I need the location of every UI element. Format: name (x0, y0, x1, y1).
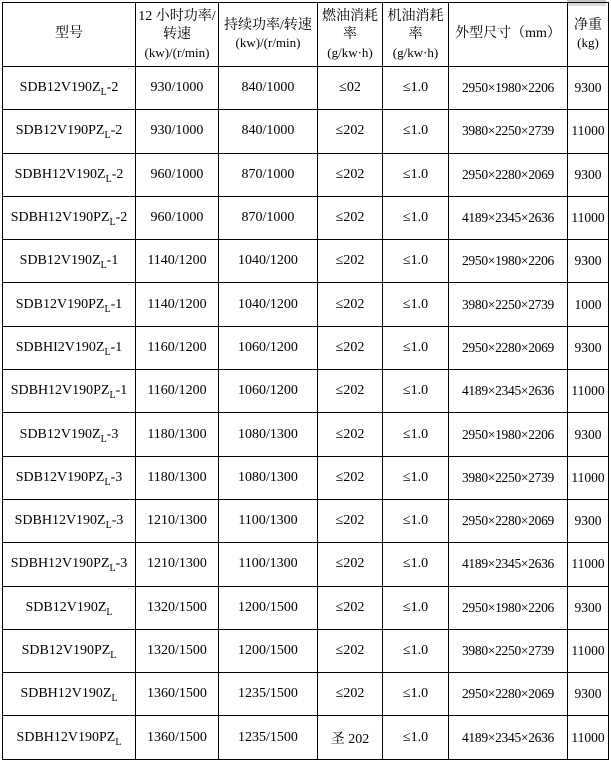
table-row (3, 499, 609, 542)
model-subscript: L (115, 736, 122, 748)
table-row (3, 283, 609, 326)
model-prefix: SDB12V190PZ (21, 643, 111, 658)
model-suffix: -2 (115, 210, 128, 226)
cell-power-12h: 1320/1500 (136, 629, 219, 672)
cell-oil: ≤1.0 (383, 456, 449, 499)
cell-fuel: ≤202 (318, 499, 383, 542)
cell-dims: 2950×1980×2206 (449, 413, 568, 456)
model-prefix: SDB12V190Z (25, 599, 107, 615)
cell-power-cont: 1060/1200 (219, 326, 318, 369)
cell-oil: ≤1.0 (383, 413, 449, 456)
cell-model (3, 67, 136, 110)
cell-fuel: ≤202 (318, 240, 383, 283)
cell-model (3, 586, 136, 629)
cell-power-12h: 1180/1300 (136, 413, 219, 456)
cell-power-cont: 1235/1500 (219, 673, 318, 716)
cell-dims: 2950×1980×2206 (449, 240, 568, 283)
header-model (3, 3, 136, 67)
model-subscript: L (109, 216, 116, 228)
header-power-12h (136, 3, 219, 67)
cell-dims: 4189×2345×2636 (449, 196, 568, 239)
cell-dims: 3980×2250×2739 (449, 110, 568, 153)
cell-weight: 11000 (568, 629, 609, 672)
header-oil (383, 3, 449, 67)
header-power-cont-unit: (kw)/(r/min) (235, 35, 301, 51)
cell-power-cont: 1060/1200 (219, 370, 318, 413)
cell-power-cont: 1100/1300 (219, 499, 318, 542)
table-row (3, 196, 609, 239)
cell-dims: 4189×2345×2636 (449, 716, 568, 759)
cell-power-cont: 1080/1300 (219, 456, 318, 499)
cell-weight: 11000 (568, 196, 609, 239)
table-row (3, 456, 609, 499)
header-weight-title: 净重 (574, 18, 602, 34)
header-power-12h-unit: (kw)/(r/min) (144, 44, 210, 60)
table-row (3, 673, 609, 716)
model-subscript: L (109, 563, 116, 575)
cell-dims: 4189×2345×2636 (449, 543, 568, 586)
cell-model (3, 673, 136, 716)
cell-weight: 11000 (568, 543, 609, 586)
model-subscript: L (106, 606, 113, 618)
model-subscript: L (109, 390, 116, 402)
cell-fuel: ≤202 (318, 629, 383, 672)
cell-dims: 2950×2280×2069 (449, 673, 568, 716)
cell-fuel: ≤202 (318, 196, 383, 239)
header-power-12h-title: 12 小时功率/转速 (138, 9, 216, 43)
header-oil-unit: (g/kw·h) (392, 44, 439, 60)
model-suffix: -3 (110, 469, 123, 485)
cell-power-12h: 1160/1200 (136, 370, 219, 413)
cell-oil: ≤1.0 (383, 716, 449, 759)
cell-dims: 3980×2250×2739 (449, 283, 568, 326)
table-row (3, 110, 609, 153)
cell-weight: 9300 (568, 240, 609, 283)
cell-oil: ≤1.0 (383, 499, 449, 542)
table-row (3, 370, 609, 413)
cell-dims: 3980×2250×2739 (449, 629, 568, 672)
model-suffix: -3 (115, 556, 128, 572)
cell-dims: 3980×2250×2739 (449, 456, 568, 499)
model-subscript: L (111, 693, 118, 705)
cell-dims: 2950×1980×2206 (449, 586, 568, 629)
cell-fuel: ≤202 (318, 413, 383, 456)
model-suffix: -2 (111, 166, 124, 182)
cell-weight: 11000 (568, 110, 609, 153)
cell-oil: ≤1.0 (383, 240, 449, 283)
cell-power-cont: 1200/1500 (219, 586, 318, 629)
cell-power-12h: 930/1000 (136, 110, 219, 153)
cell-power-cont: 1040/1200 (219, 283, 318, 326)
cell-weight: 11000 (568, 370, 609, 413)
model-prefix: SDB12V190PZ (15, 296, 105, 312)
table-row (3, 586, 609, 629)
table-header (3, 3, 609, 67)
model-subscript: L (105, 173, 112, 185)
cell-weight: 9300 (568, 586, 609, 629)
model-subscript: L (100, 260, 107, 272)
header-fuel-unit: (g/kw·h) (327, 44, 373, 60)
table-row (3, 629, 609, 672)
table-row (3, 413, 609, 456)
cell-power-cont: 1100/1300 (219, 543, 318, 586)
cell-oil: ≤1.0 (383, 283, 449, 326)
cell-power-12h: 1140/1200 (136, 240, 219, 283)
model-prefix: SDB12V190Z (19, 253, 101, 269)
cell-power-12h: 1360/1500 (136, 673, 219, 716)
cell-model (3, 240, 136, 283)
model-suffix: -1 (110, 296, 123, 312)
model-prefix: SDBHI2V190Z (15, 339, 105, 355)
cell-model (3, 499, 136, 542)
engine-spec-table (2, 2, 609, 760)
cell-weight: 9300 (568, 326, 609, 369)
table-row (3, 716, 609, 759)
model-subscript: L (110, 649, 117, 661)
model-suffix: -2 (106, 80, 119, 96)
model-prefix: SDBH12V190PZ (10, 556, 110, 572)
table-body (3, 67, 609, 760)
cell-oil: ≤1.0 (383, 67, 449, 110)
cell-power-12h: 1320/1500 (136, 586, 219, 629)
cell-model (3, 326, 136, 369)
cell-weight: 1000 (568, 283, 609, 326)
model-suffix: -1 (110, 339, 123, 355)
cell-dims: 4189×2345×2636 (449, 370, 568, 413)
header-row (3, 3, 609, 67)
cell-oil: ≤1.0 (383, 370, 449, 413)
cell-oil: ≤1.0 (383, 543, 449, 586)
model-prefix: SDBH12V190PZ (16, 729, 116, 745)
cell-fuel: ≤202 (318, 673, 383, 716)
cell-power-cont: 840/1000 (219, 110, 318, 153)
cell-weight: 9300 (568, 67, 609, 110)
cell-power-12h: 1360/1500 (136, 716, 219, 759)
model-subscript: L (104, 130, 111, 142)
model-suffix: -1 (106, 253, 119, 269)
cell-oil: ≤1.0 (383, 326, 449, 369)
model-prefix: SDBH12V190Z (14, 513, 106, 529)
model-subscript: L (104, 303, 111, 315)
cell-power-12h: 1160/1200 (136, 326, 219, 369)
cell-power-12h: 930/1000 (136, 67, 219, 110)
cell-fuel: ≤202 (318, 153, 383, 196)
table-row (3, 67, 609, 110)
cell-weight: 9300 (568, 673, 609, 716)
cell-oil: ≤1.0 (383, 629, 449, 672)
cell-dims: 2950×2280×2069 (449, 153, 568, 196)
table-row (3, 326, 609, 369)
cell-power-cont: 1040/1200 (219, 240, 318, 283)
cell-power-cont: 840/1000 (219, 67, 318, 110)
cell-fuel: ≤202 (318, 586, 383, 629)
model-prefix: SDB12V190PZ (15, 469, 105, 485)
header-model-title: 型号 (55, 26, 83, 42)
cell-power-12h: 1210/1300 (136, 499, 219, 542)
cell-dims: 2950×1980×2206 (449, 67, 568, 110)
cell-model (3, 456, 136, 499)
cell-power-cont: 1200/1500 (219, 629, 318, 672)
cell-fuel: ≤02 (318, 67, 383, 110)
header-oil-title: 机油消耗率 (387, 9, 444, 43)
cell-model (3, 370, 136, 413)
model-suffix: -3 (111, 513, 124, 529)
cell-power-12h: 960/1000 (136, 196, 219, 239)
cell-oil: ≤1.0 (383, 110, 449, 153)
cell-model (3, 413, 136, 456)
cell-power-12h: 1210/1300 (136, 543, 219, 586)
model-prefix: SDB12V190Z (19, 80, 101, 96)
cell-power-cont: 1080/1300 (219, 413, 318, 456)
cell-oil: ≤1.0 (383, 153, 449, 196)
model-prefix: SDB12V190PZ (15, 123, 105, 139)
cell-power-cont: 870/1000 (219, 153, 318, 196)
cell-weight: 11000 (568, 456, 609, 499)
cell-oil: ≤1.0 (383, 196, 449, 239)
model-prefix: SDBH12V190PZ (10, 210, 110, 226)
header-fuel (318, 3, 383, 67)
model-suffix: -2 (110, 123, 123, 139)
cell-dims: 2950×2280×2069 (449, 326, 568, 369)
cell-power-12h: 1140/1200 (136, 283, 219, 326)
cell-dims: 2950×2280×2069 (449, 499, 568, 542)
cell-fuel: ≤202 (318, 110, 383, 153)
model-suffix: -3 (106, 426, 119, 442)
cell-model (3, 153, 136, 196)
cell-oil: ≤1.0 (383, 673, 449, 716)
model-subscript: L (104, 346, 111, 358)
model-prefix: SDBH12V190Z (20, 686, 112, 702)
header-weight (568, 3, 609, 67)
header-dims-title: 外型尺寸（mm） (455, 26, 561, 42)
model-subscript: L (104, 476, 111, 488)
model-suffix: -1 (115, 383, 128, 399)
header-dims (449, 3, 568, 67)
cell-model (3, 110, 136, 153)
model-prefix: SDB12V190Z (19, 426, 101, 442)
header-fuel-title: 燃油消耗率 (322, 9, 378, 43)
header-power-cont-title: 持续功率/转速 (224, 18, 312, 34)
cell-model (3, 543, 136, 586)
model-subscript: L (100, 86, 107, 98)
model-prefix: SDBH12V190PZ (10, 383, 110, 399)
cell-fuel: ≤202 (318, 326, 383, 369)
model-subscript: L (105, 519, 112, 531)
cell-weight: 11000 (568, 716, 609, 759)
table-row (3, 153, 609, 196)
cell-fuel: ≤202 (318, 456, 383, 499)
cell-model (3, 283, 136, 326)
cell-power-12h: 960/1000 (136, 153, 219, 196)
cell-weight: 9300 (568, 413, 609, 456)
header-power-cont (219, 3, 318, 67)
table-row (3, 543, 609, 586)
cell-power-cont: 870/1000 (219, 196, 318, 239)
model-subscript: L (100, 433, 107, 445)
cell-model (3, 196, 136, 239)
cell-oil: ≤1.0 (383, 586, 449, 629)
cell-fuel: 圣 202 (318, 716, 383, 759)
cell-power-12h: 1180/1300 (136, 456, 219, 499)
cell-fuel: ≤202 (318, 283, 383, 326)
cell-weight: 9300 (568, 153, 609, 196)
cell-power-cont: 1235/1500 (219, 716, 318, 759)
cell-fuel: ≤202 (318, 543, 383, 586)
cell-fuel: ≤202 (318, 370, 383, 413)
model-prefix: SDBH12V190Z (14, 166, 106, 182)
header-weight-unit: (kg) (577, 35, 599, 51)
table-row (3, 240, 609, 283)
cell-weight: 9300 (568, 499, 609, 542)
cell-model (3, 629, 136, 672)
cell-model (3, 716, 136, 759)
